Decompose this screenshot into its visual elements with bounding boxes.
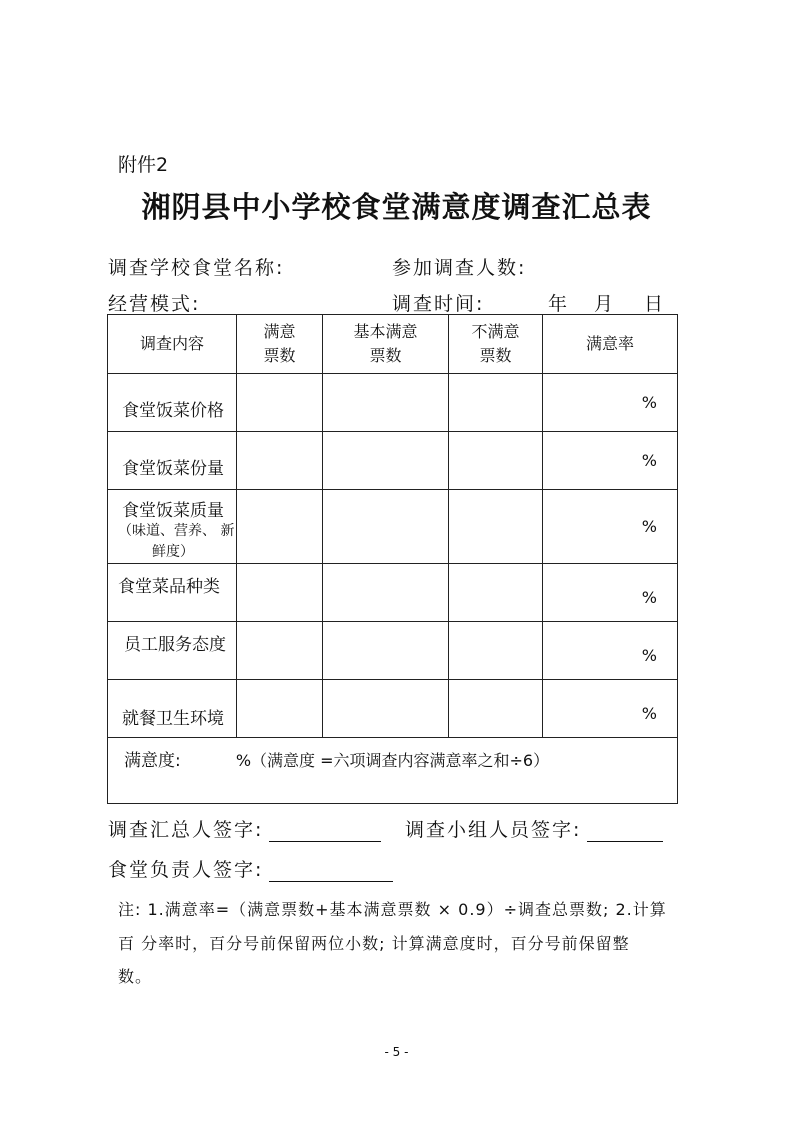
row-item-quality: 食堂饭菜质量 （味道、营养、 新 鲜度） — [108, 490, 237, 564]
header-unsatisfied-votes: 不满意 票数 — [449, 315, 543, 374]
table-row — [108, 564, 678, 622]
survey-table — [107, 314, 678, 804]
attachment-label: 附件2 — [118, 154, 169, 176]
canteen-signature-line[interactable] — [269, 863, 393, 882]
header-satisfaction-rate: 满意率 — [543, 315, 678, 374]
group-signer-label: 调查小组人员签字: — [405, 819, 582, 841]
cell-rate[interactable]: % — [543, 490, 678, 564]
cell-rate[interactable]: % — [543, 622, 678, 680]
row-item-hygiene: 就餐卫生环境 — [108, 680, 237, 738]
cell-satisfied[interactable] — [237, 564, 323, 622]
header-satisfied-votes: 满意 票数 — [237, 315, 323, 374]
table-row — [108, 432, 678, 490]
row-item-portion: 食堂饭菜份量 — [108, 432, 237, 490]
group-signer — [405, 815, 663, 842]
cell-basic-satisfied[interactable] — [323, 374, 449, 432]
group-signature-line[interactable] — [587, 823, 663, 842]
cell-unsatisfied[interactable] — [449, 622, 543, 680]
summary-signature-line[interactable] — [269, 823, 381, 842]
cell-satisfied[interactable] — [237, 680, 323, 738]
note-line-2: 百 分率时，百分号前保留两位小数; 计算满意度时，百分号前保留整 — [118, 934, 630, 953]
cell-unsatisfied[interactable] — [449, 374, 543, 432]
table-row — [108, 490, 678, 564]
cell-satisfied[interactable] — [237, 622, 323, 680]
cell-basic-satisfied[interactable] — [323, 490, 449, 564]
table-row — [108, 374, 678, 432]
canteen-signer — [108, 855, 393, 882]
cell-basic-satisfied[interactable] — [323, 564, 449, 622]
day-label: 日 — [644, 293, 666, 315]
header-content: 调查内容 — [108, 315, 237, 374]
cell-satisfied[interactable] — [237, 490, 323, 564]
cell-unsatisfied[interactable] — [449, 490, 543, 564]
cell-rate[interactable]: % — [543, 680, 678, 738]
canteen-signer-label: 食堂负责人签字: — [108, 859, 264, 881]
page-title: 湘阴县中小学校食堂满意度调查汇总表 — [141, 190, 652, 224]
cell-unsatisfied[interactable] — [449, 564, 543, 622]
table-row — [108, 622, 678, 680]
cell-rate[interactable]: % — [543, 564, 678, 622]
summary-cell[interactable] — [108, 738, 678, 804]
row-item-price: 食堂饭菜价格 — [108, 374, 237, 432]
cell-basic-satisfied[interactable] — [323, 622, 449, 680]
satisfaction-degree-formula: %（满意度 =六项调查内容满意率之和÷6） — [235, 751, 550, 770]
summary-row — [108, 738, 678, 804]
cell-satisfied[interactable] — [237, 432, 323, 490]
year-label: 年 — [548, 293, 570, 315]
header-basic-satisfied-votes: 基本满意 票数 — [323, 315, 449, 374]
cell-basic-satisfied[interactable] — [323, 432, 449, 490]
note-line-3: 数。 — [118, 967, 153, 986]
cell-satisfied[interactable] — [237, 374, 323, 432]
survey-time-label: 调查时间: — [392, 293, 485, 315]
summary-signer-label: 调查汇总人签字: — [108, 819, 264, 841]
operation-mode-label: 经营模式: — [108, 293, 201, 315]
table-header-row — [108, 315, 678, 374]
cell-rate[interactable]: % — [543, 374, 678, 432]
table-row — [108, 680, 678, 738]
summary-signer — [108, 815, 381, 842]
row-item-service: 员工服务态度 — [108, 622, 237, 680]
participants-label: 参加调查人数: — [392, 257, 527, 279]
row-item-variety: 食堂菜品种类 — [108, 564, 237, 622]
page-number: - 5 - — [384, 1045, 409, 1059]
cell-unsatisfied[interactable] — [449, 432, 543, 490]
month-label: 月 — [594, 293, 616, 315]
school-name-label: 调查学校食堂名称: — [108, 257, 285, 279]
cell-unsatisfied[interactable] — [449, 680, 543, 738]
note-line-1: 注: 1.满意率=（满意票数+基本满意票数 × 0.9）÷调查总票数; 2.计算 — [118, 900, 667, 919]
satisfaction-degree-label: 满意度: — [124, 751, 181, 771]
cell-basic-satisfied[interactable] — [323, 680, 449, 738]
cell-rate[interactable]: % — [543, 432, 678, 490]
